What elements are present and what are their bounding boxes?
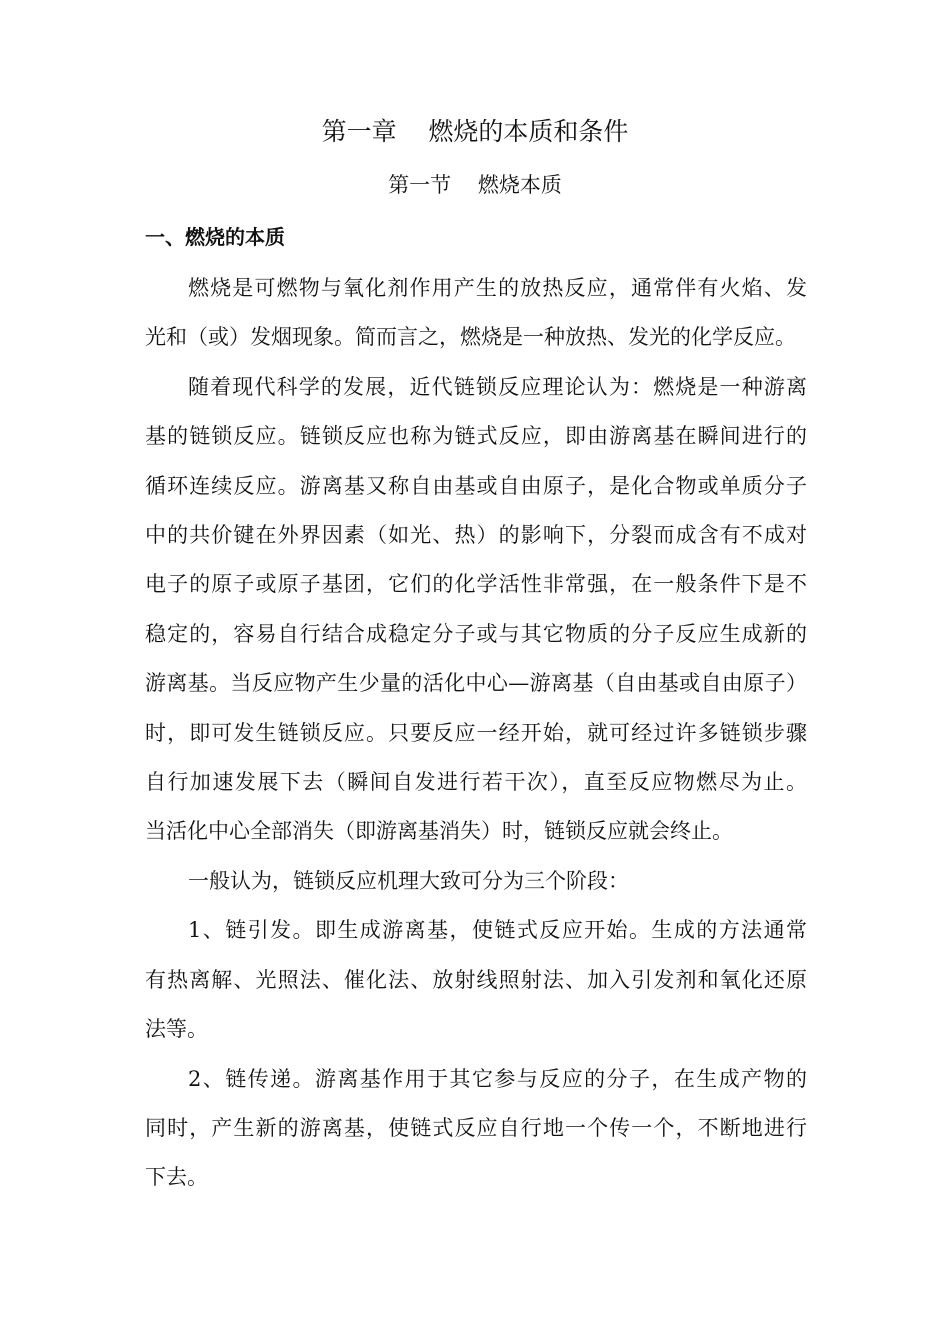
text-line: 电子的原子或原子基团，它们的化学活性非常强，在一般条件下是不 — [145, 572, 807, 597]
text-line: 法等。 — [145, 1017, 208, 1042]
text-line: 自行加速发展下去（瞬间自发进行若干次），直至反应物燃尽为止。 — [145, 770, 807, 795]
text-line: 2、链传递。游离基作用于其它参与反应的分子，在生成产物的 — [188, 1066, 807, 1091]
text-line: 时，即可发生链锁反应。只要反应一经开始，就可经过许多链锁步骤 — [145, 720, 807, 745]
text-line: 一般认为，链锁反应机理大致可分为三个阶段： — [188, 868, 629, 893]
text-line: 中的共价键在外界因素（如光、热）的影响下，分裂而成含有不成对 — [145, 523, 807, 548]
text-line: 燃烧是可燃物与氧化剂作用产生的放热反应，通常伴有火焰、发 — [188, 276, 807, 300]
text-line: 游离基。当反应物产生少量的活化中心—游离基（自由基或自由原子） — [145, 671, 807, 696]
text-line: 有热离解、光照法、催化法、放射线照射法、加入引发剂和氧化还原 — [145, 967, 807, 992]
paragraph — [145, 906, 807, 1054]
text-line: 当活化中心全部消失（即游离基消失）时，链锁反应就会终止。 — [145, 819, 733, 844]
paragraph — [145, 1055, 807, 1203]
paragraph — [145, 363, 807, 857]
section-title: 第一节 燃烧本质 — [388, 173, 562, 197]
text-line: 随着现代科学的发展，近代链锁反应理论认为：燃烧是一种游离 — [188, 374, 807, 399]
text-line: 同时，产生新的游离基，使链式反应自行地一个传一个，不断地进行 — [145, 1115, 807, 1140]
paragraph — [145, 264, 807, 363]
text-line: 基的链锁反应。链锁反应也称为链式反应，即由游离基在瞬间进行的 — [145, 424, 807, 449]
chapter-title: 第一章 燃烧的本质和条件 — [321, 117, 629, 146]
text-line: 循环连续反应。游离基又称自由基或自由原子，是化合物或单质分子 — [145, 473, 807, 498]
paragraph — [145, 857, 807, 906]
section-heading: 一、燃烧的本质 — [145, 225, 285, 249]
body-text — [145, 264, 807, 1203]
text-line: 光和（或）发烟现象。简而言之，燃烧是一种放热、发光的化学反应。 — [145, 325, 796, 350]
text-line: 稳定的，容易自行结合成稳定分子或与其它物质的分子反应生成新的 — [145, 621, 807, 646]
text-line: 1、链引发。即生成游离基，使链式反应开始。生成的方法通常 — [188, 918, 807, 943]
text-line: 下去。 — [145, 1165, 208, 1190]
